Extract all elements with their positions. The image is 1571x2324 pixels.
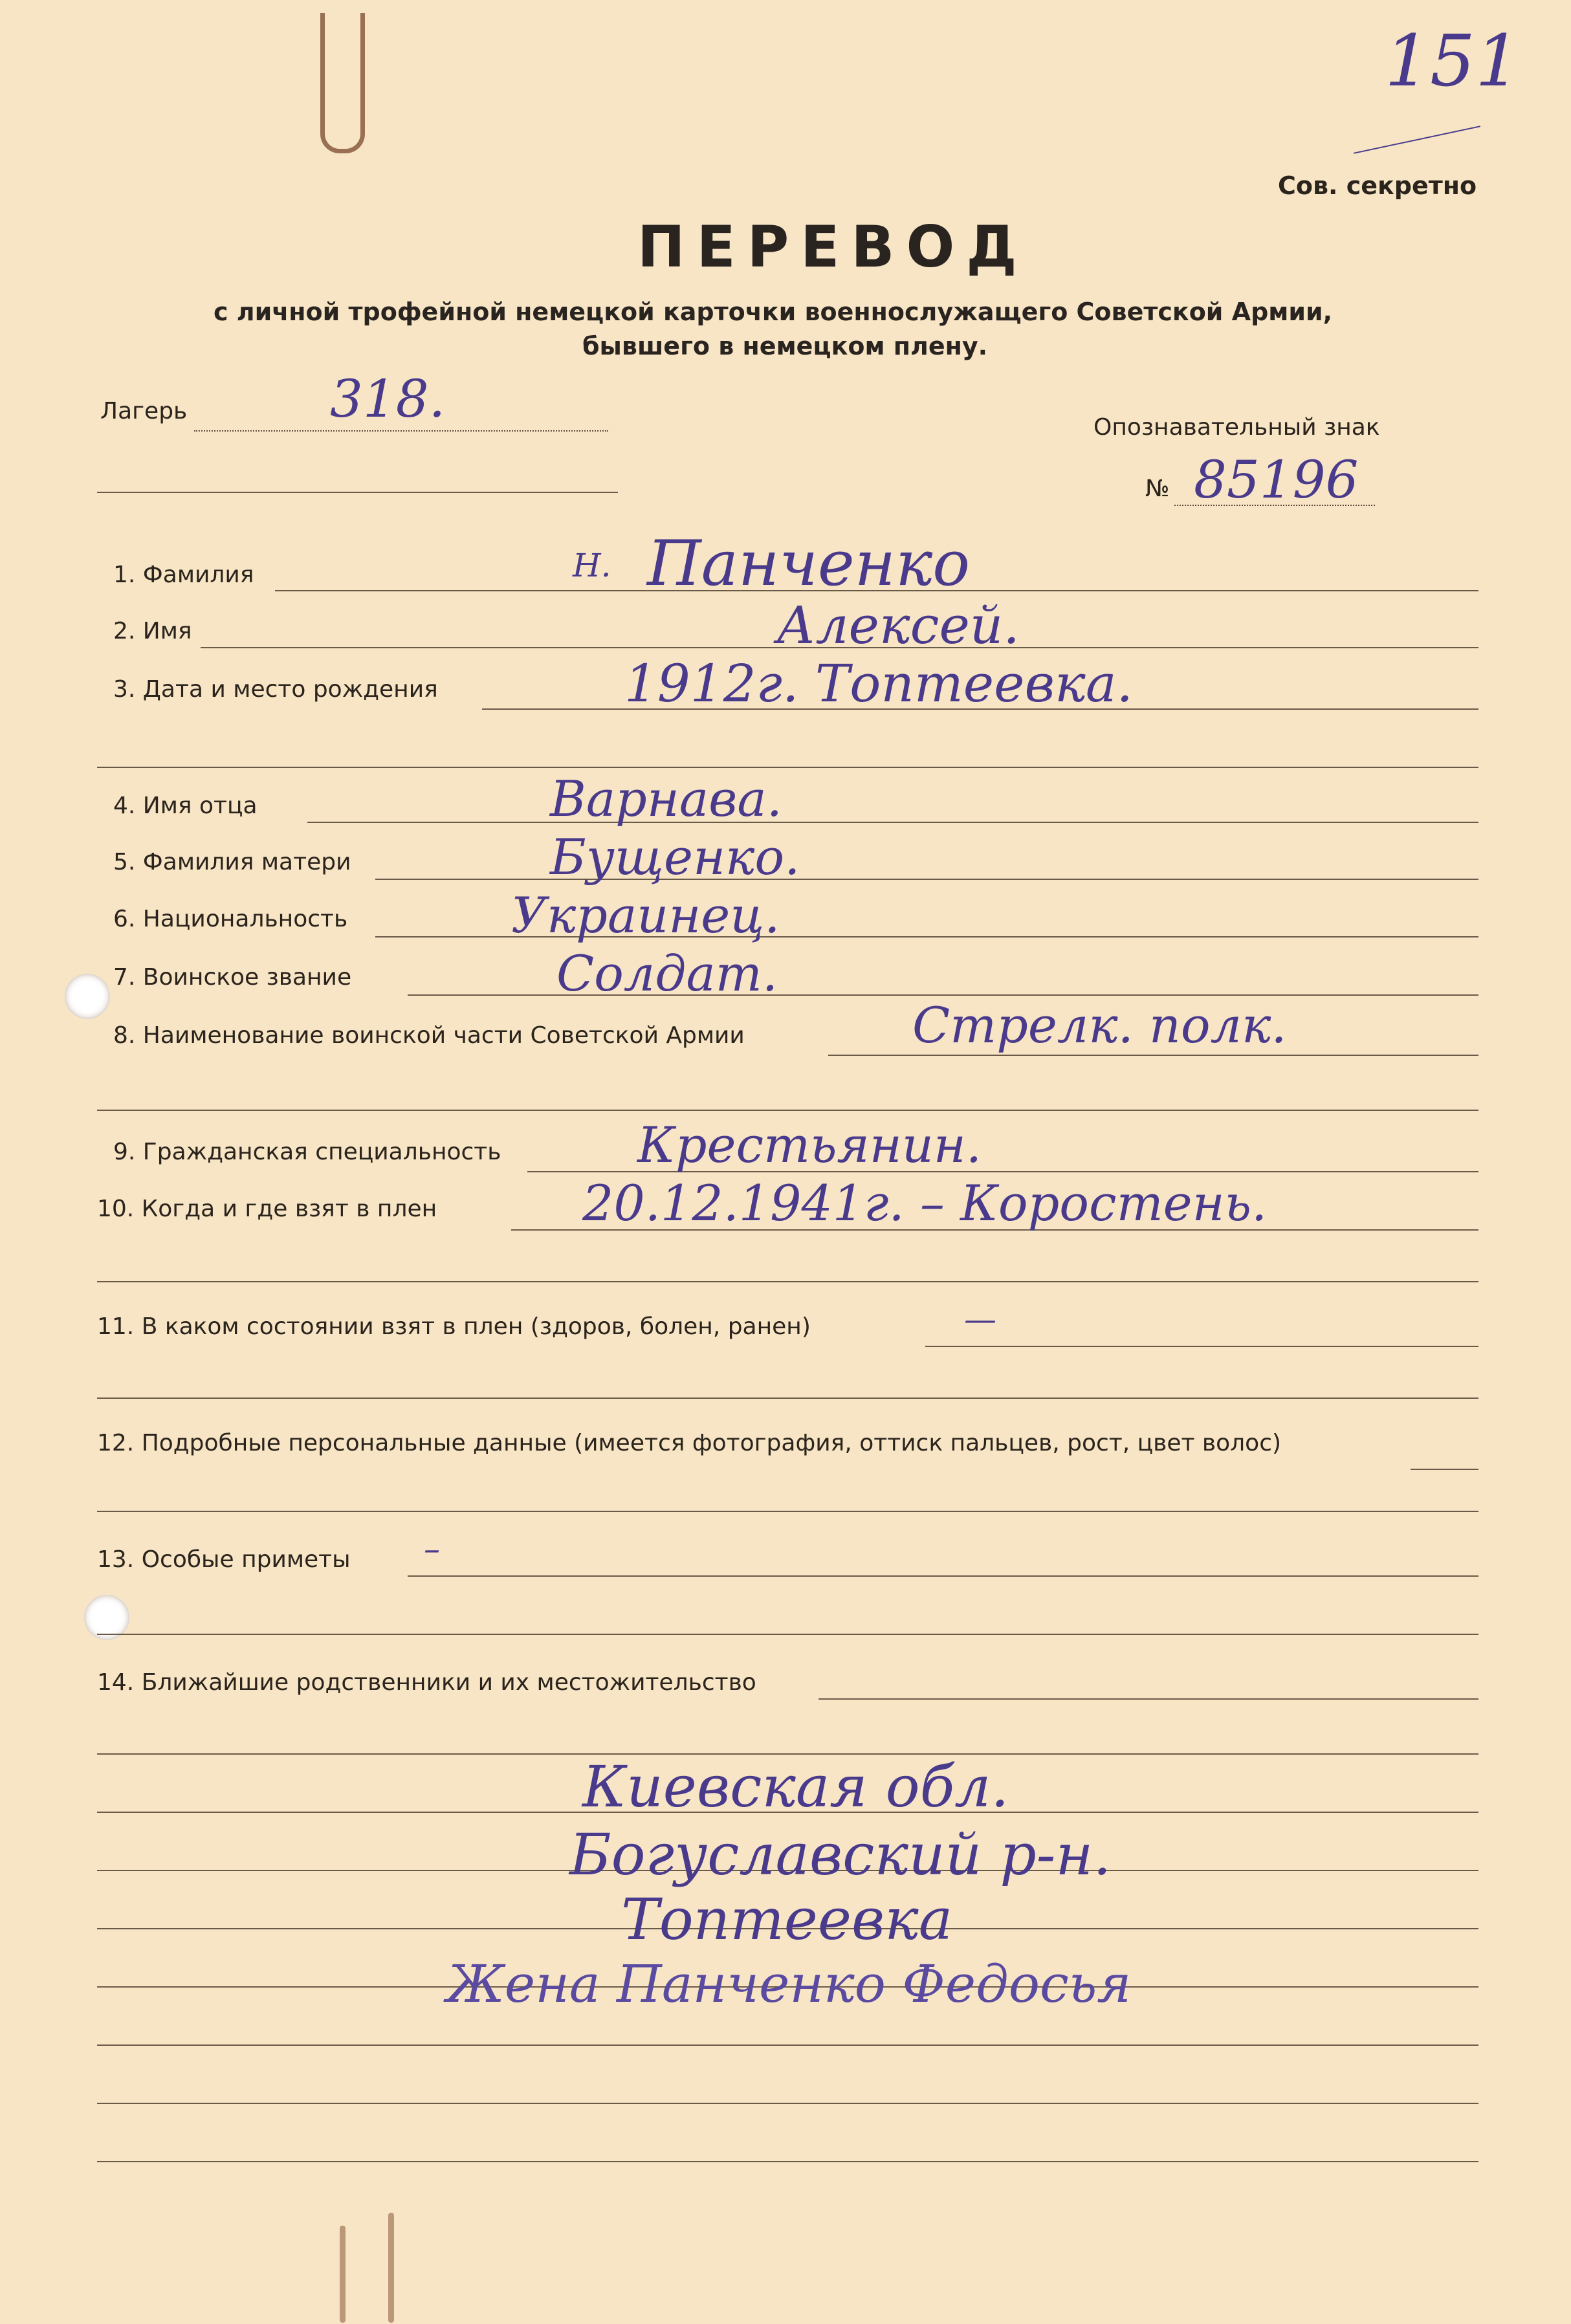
rust-stain-bottom-left bbox=[340, 2226, 346, 2323]
field-5-value: Бущенко. bbox=[550, 828, 800, 886]
id-tag-label: Опознавательный знак bbox=[1093, 414, 1380, 441]
id-tag-value: 85196 bbox=[1194, 450, 1359, 510]
field-14-line-9 bbox=[97, 2161, 1478, 2162]
field-10-line-2 bbox=[97, 1281, 1478, 1282]
field-1-value: Панченко bbox=[647, 527, 971, 600]
field-7-label: 7. Воинское звание bbox=[113, 964, 352, 991]
field-1-label: 1. Фамилия bbox=[113, 562, 254, 588]
field-2-value: Алексей. bbox=[776, 595, 1020, 655]
field-14-line-7 bbox=[97, 2044, 1478, 2046]
field-6-label: 6. Национальность bbox=[113, 906, 348, 932]
paperclip-mark-top bbox=[320, 13, 365, 153]
camp-line-2 bbox=[97, 492, 618, 493]
doc-number-underline bbox=[1354, 126, 1480, 154]
field-10-label: 10. Когда и где взят в плен bbox=[97, 1196, 437, 1222]
field-5-line bbox=[375, 879, 1478, 880]
field-8-label: 8. Наименование воинской части Советской Армии bbox=[113, 1022, 745, 1049]
field-4-label: 4. Имя отца bbox=[113, 793, 258, 819]
field-2-label: 2. Имя bbox=[113, 618, 192, 644]
relatives-line-1: Киевская обл. bbox=[582, 1753, 1009, 1820]
field-12-line bbox=[1411, 1469, 1478, 1470]
field-1-mark: Н. bbox=[573, 547, 611, 584]
relatives-line-3: Топтеевка bbox=[621, 1886, 953, 1953]
field-13-value: – bbox=[424, 1530, 440, 1568]
field-13-line bbox=[408, 1575, 1478, 1577]
page-title: ПЕРЕВОД bbox=[637, 214, 1029, 280]
field-9-value: Крестьянин. bbox=[637, 1116, 982, 1174]
field-14-label: 14. Ближайшие родственники и их местожительство bbox=[97, 1669, 756, 1696]
id-tag-prefix: № bbox=[1145, 476, 1170, 502]
field-12-label: 12. Подробные персональные данные (имеется фотография, оттиск пальцев, рост, цвет волос) bbox=[97, 1430, 1282, 1456]
field-8-value: Стрелк. полк. bbox=[912, 996, 1287, 1054]
subtitle-line-1: с личной трофейной немецкой карточки военнослужащего Советской Армии, bbox=[214, 298, 1333, 326]
field-14-line bbox=[818, 1698, 1478, 1700]
relatives-line-4: Жена Панченко Федосья bbox=[446, 1954, 1132, 2014]
field-11-line-2 bbox=[97, 1398, 1478, 1399]
field-8-line-2 bbox=[97, 1110, 1478, 1111]
camp-line bbox=[194, 430, 608, 432]
field-7-value: Солдат. bbox=[556, 945, 778, 1002]
rust-stain-bottom-right bbox=[388, 2213, 394, 2323]
field-12-line-2 bbox=[97, 1511, 1478, 1512]
camp-label: Лагерь bbox=[100, 398, 188, 424]
field-9-label: 9. Гражданская специальность bbox=[113, 1139, 501, 1165]
field-10-value: 20.12.1941г. – Коростень. bbox=[582, 1174, 1268, 1232]
classification-label: Сов. секретно bbox=[1278, 171, 1477, 200]
punch-hole-upper bbox=[65, 974, 110, 1019]
field-3-label: 3. Дата и место рождения bbox=[113, 676, 438, 703]
field-11-value: — bbox=[964, 1300, 996, 1338]
field-11-label: 11. В каком состоянии взят в плен (здоров, болен, ранен) bbox=[97, 1313, 811, 1340]
camp-value: 318. bbox=[330, 369, 446, 429]
subtitle-line-2: бывшего в немецком плену. bbox=[582, 332, 988, 360]
field-11-line bbox=[925, 1346, 1478, 1347]
field-13-label: 13. Особые приметы bbox=[97, 1546, 351, 1573]
field-4-line bbox=[307, 822, 1478, 823]
field-13-line-2 bbox=[97, 1634, 1478, 1635]
field-8-line bbox=[828, 1055, 1478, 1056]
doc-number: 151 bbox=[1385, 19, 1521, 102]
field-4-value: Варнава. bbox=[550, 770, 782, 828]
field-5-label: 5. Фамилия матери bbox=[113, 849, 351, 875]
field-6-value: Украинец. bbox=[511, 886, 780, 944]
field-3-line-2 bbox=[97, 767, 1478, 768]
relatives-line-2: Богуславский р-н. bbox=[569, 1821, 1112, 1888]
field-3-value: 1912г. Топтеевка. bbox=[624, 653, 1133, 714]
field-14-line-8 bbox=[97, 2103, 1478, 2104]
